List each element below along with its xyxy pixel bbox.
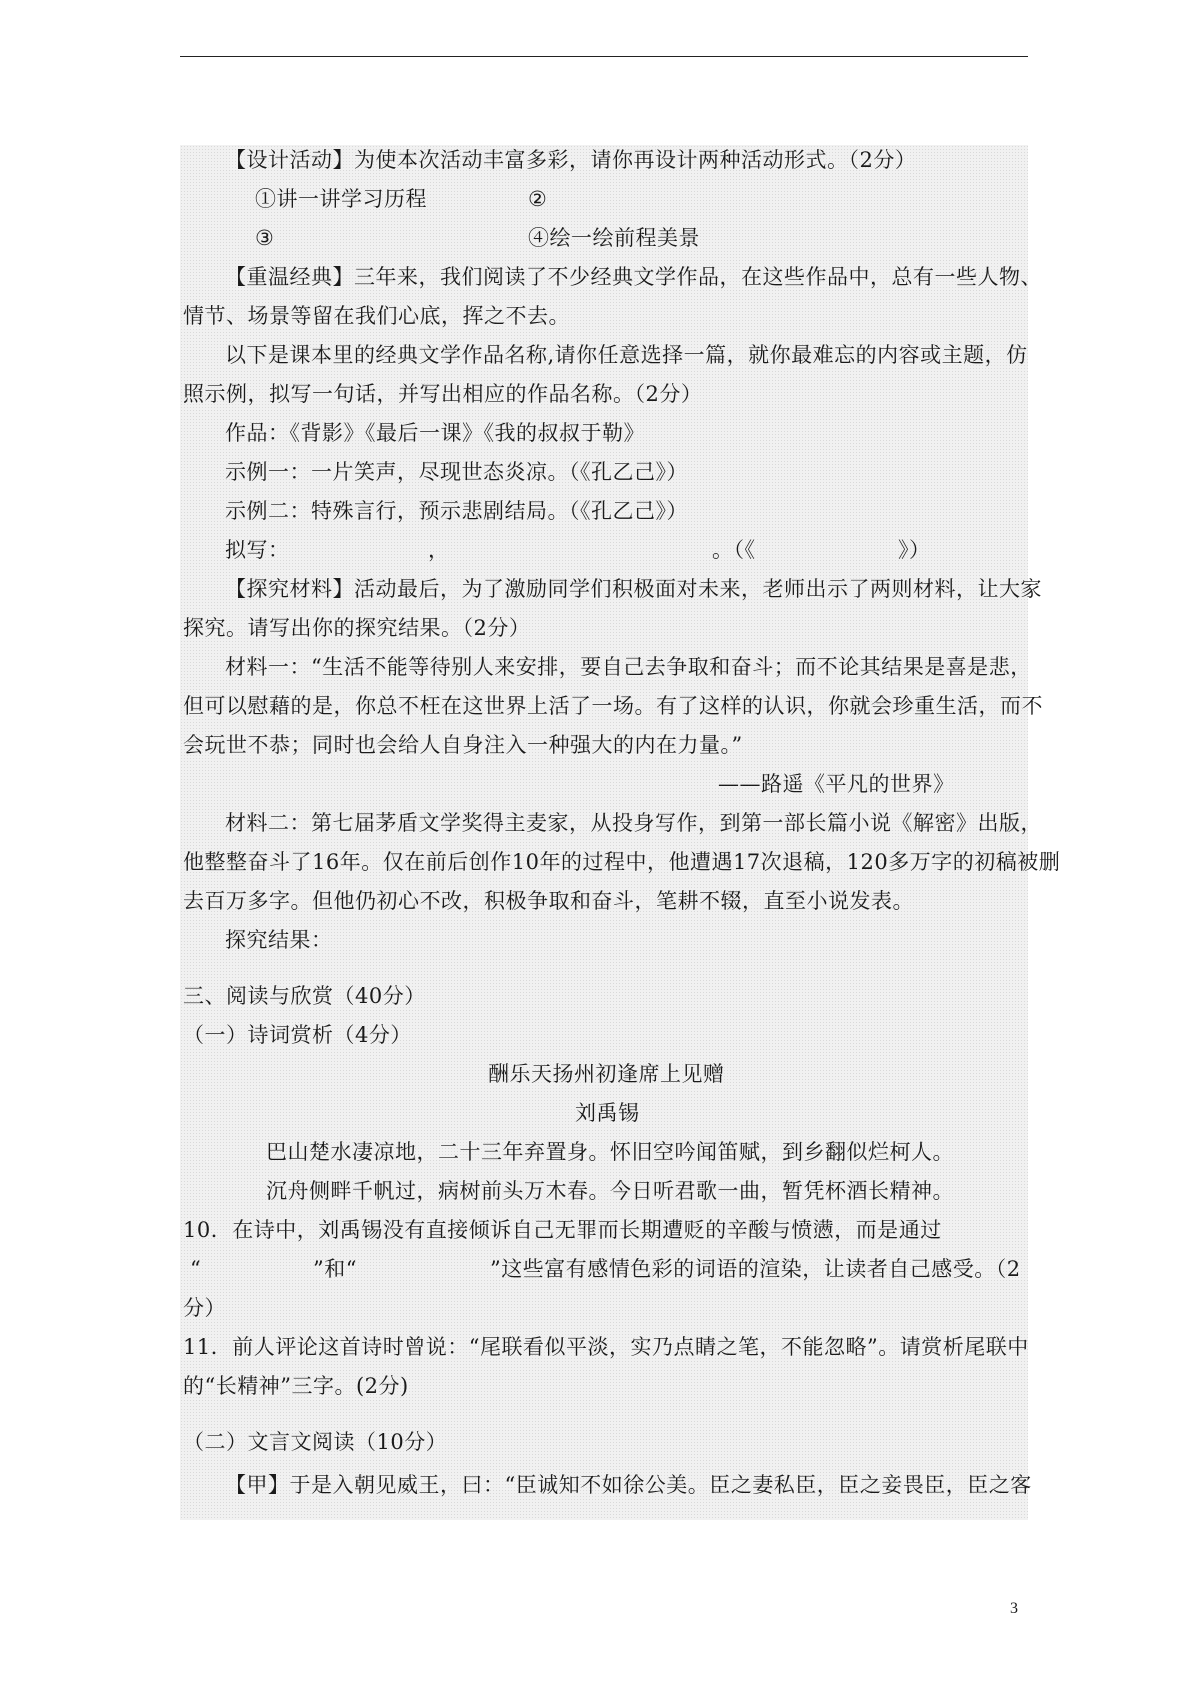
header-rule	[180, 56, 1028, 57]
text-line: 照示例，拟写一句话，并写出相应的作品名称。（2分）	[183, 382, 703, 406]
question-10: 10．在诗中，刘禹锡没有直接倾诉自己无罪而长期遭贬的辛酸与愤懑，而是通过	[183, 1218, 942, 1242]
activity-option-4: ④绘一绘前程美景	[528, 226, 700, 250]
text-line: 探究。请写出你的探究结果。（2分）	[183, 616, 531, 640]
question-10-blank-join: ”和“	[313, 1257, 357, 1281]
write-blank-comma: ，	[428, 538, 450, 562]
activity-option-1: ①讲一讲学习历程	[255, 187, 427, 211]
question-11: 11．前人评论这首诗时曾说：“尾联看似平淡，实乃点睛之笔，不能忽略”。请赏析尾联中	[183, 1335, 1029, 1359]
subsection-heading: （二）文言文阅读（10分）	[183, 1430, 448, 1454]
poem-title: 酬乐天扬州初逢席上见赠	[488, 1062, 725, 1086]
text-line: 去百万多字。但他仍初心不改，积极争取和奋斗，笔耕不辍，直至小说发表。	[183, 889, 914, 913]
write-blank-title-close: 》）	[898, 538, 931, 562]
subsection-heading: （一）诗词赏析（4分）	[183, 1023, 412, 1047]
page-number: 3	[1010, 1600, 1018, 1617]
text-line: 示例二：特殊言行，预示悲剧结局。（《孔乙己》）	[225, 499, 688, 523]
poem-line: 巴山楚水凄凉地，二十三年弃置身。怀旧空吟闻笛赋，到乡翻似烂柯人。	[266, 1140, 954, 1164]
activity-option-3: ③	[255, 226, 275, 250]
text-line: 作品：《背影》《最后一课》《我的叔叔于勒》	[225, 421, 645, 445]
poem-author: 刘禹锡	[575, 1101, 640, 1125]
text-line: 【重温经典】三年来，我们阅读了不少经典文学作品，在这些作品中，总有一些人物、	[225, 265, 1042, 289]
question-10-blank-close: ”这些富有感情色彩的词语的渲染，让读者自己感受。（2	[490, 1257, 1021, 1281]
text-line: 分）	[183, 1296, 226, 1320]
write-prompt: 拟写：	[225, 538, 290, 562]
text-line: 材料二：第七届茅盾文学奖得主麦家，从投身写作，到第一部长篇小说《解密》出版，	[225, 811, 1042, 835]
text-line: 探究结果：	[225, 928, 333, 952]
text-line: 的“长精神”三字。(2分)	[183, 1374, 409, 1398]
citation: ——路遥《平凡的世界》	[718, 772, 955, 796]
text-line: 以下是课本里的经典文学作品名称,请你任意选择一篇，就你最难忘的内容或主题，仿	[225, 343, 1028, 367]
text-line: 但可以慰藉的是，你总不枉在这世界上活了一场。有了这样的认识，你就会珍重生活，而不	[183, 694, 1043, 718]
text-line: 【设计活动】为使本次活动丰富多彩，请你再设计两种活动形式。（2分）	[225, 148, 917, 172]
text-line: 示例一：一片笑声，尽现世态炎凉。（《孔乙己》）	[225, 460, 688, 484]
text-line: 会玩世不恭；同时也会给人自身注入一种强大的内在力量。”	[183, 733, 743, 757]
activity-option-2: ②	[528, 187, 548, 211]
question-10-blank-open: “	[190, 1257, 202, 1281]
text-line: 材料一：“生活不能等待别人来安排，要自己去争取和奋斗；而不论其结果是喜是悲，	[225, 655, 1032, 679]
text-line: 情节、场景等留在我们心底，挥之不去。	[183, 304, 570, 328]
text-line: 【甲】于是入朝见威王，曰：“臣诚知不如徐公美。臣之妻私臣，臣之妾畏臣，臣之客	[225, 1473, 1032, 1497]
text-line: 他整整奋斗了16年。仅在前后创作10年的过程中，他遭遇17次退稿，120多万字的初稿被删	[183, 850, 1061, 874]
text-line: 【探究材料】活动最后，为了激励同学们积极面对未来，老师出示了两则材料，让大家	[225, 577, 1042, 601]
section-heading: 三、阅读与欣赏（40分）	[183, 984, 426, 1008]
write-blank-title-open: 。（《	[712, 538, 756, 562]
poem-line: 沉舟侧畔千帆过，病树前头万木春。今日听君歌一曲，暂凭杯酒长精神。	[266, 1179, 954, 1203]
